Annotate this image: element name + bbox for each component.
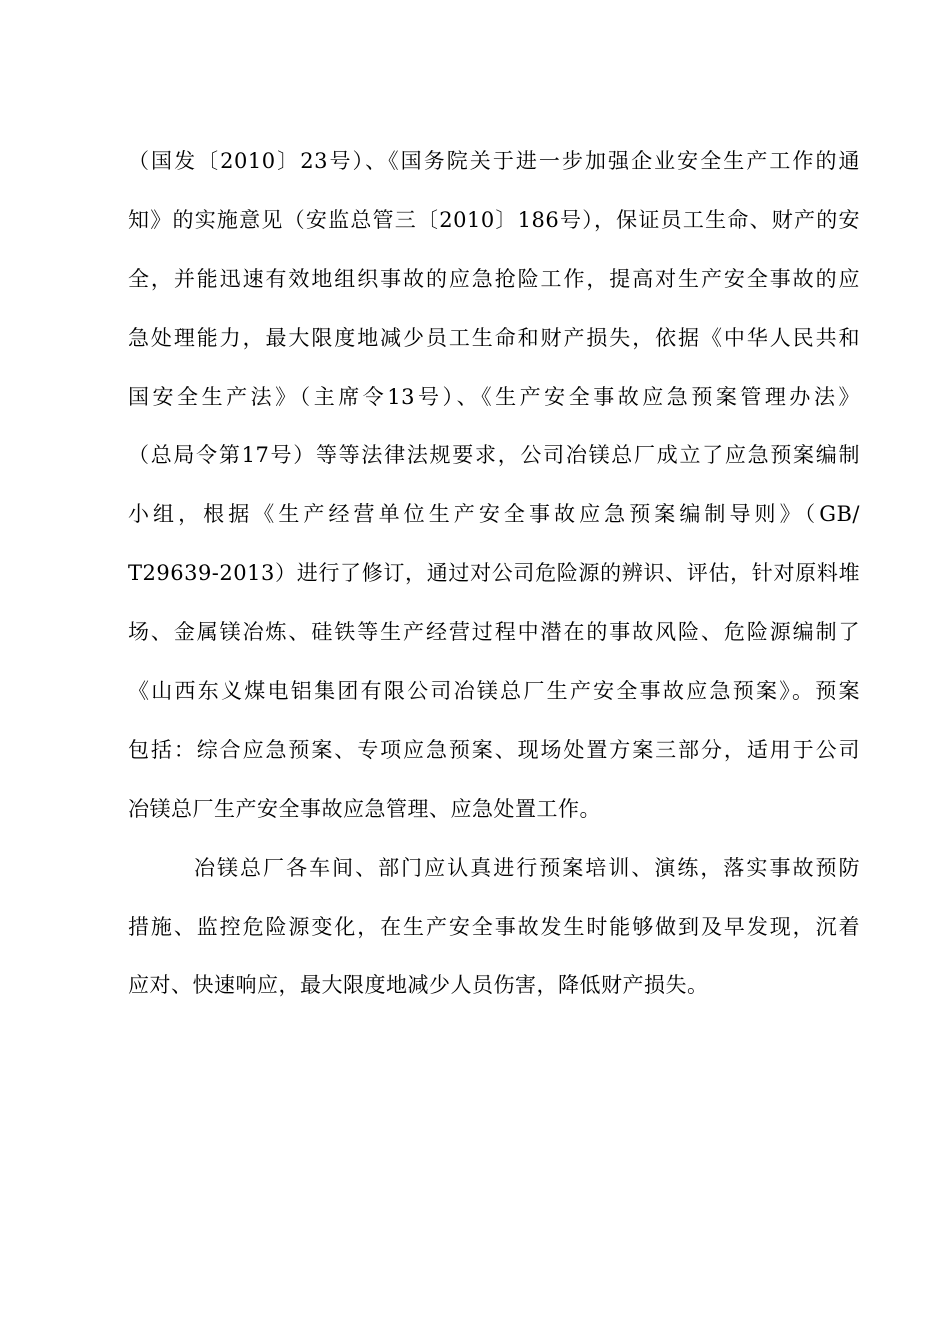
text-line: 知》的实施意见（安监总管三〔2010〕186号），保证员工生命、财产的安 bbox=[128, 207, 860, 232]
text-line: 全，并能迅速有效地组织事故的应急抢险工作，提高对生产安全事故的应 bbox=[128, 266, 860, 291]
text-line: T29639-2013）进行了修订，通过对公司危险源的辨识、评估，针对原料堆 bbox=[128, 561, 860, 586]
text-line: 场、金属镁冶炼、硅铁等生产经营过程中潜在的事故风险、危险源编制了 bbox=[128, 620, 860, 645]
paragraph-1 bbox=[128, 132, 860, 839]
text-line: 包括：综合应急预案、专项应急预案、现场处置方案三部分，适用于公司 bbox=[128, 737, 860, 762]
text-line: （国发〔2010〕23号）、《国务院关于进一步加强企业安全生产工作的通 bbox=[128, 149, 860, 173]
document-body bbox=[128, 132, 860, 1015]
text-line: 应对、快速响应，最大限度地减少人员伤害，降低财产损失。 bbox=[128, 973, 709, 998]
paragraph-2 bbox=[128, 839, 860, 1016]
text-line: 国安全生产法》（主席令13号）、《生产安全事故应急预案管理办法》 bbox=[128, 384, 860, 409]
text-line: 冶镁总厂各车间、部门应认真进行预案培训、演练，落实事故预防 bbox=[194, 855, 860, 880]
text-line: 冶镁总厂生产安全事故应急管理、应急处置工作。 bbox=[128, 796, 601, 821]
text-line: （总局令第17号）等等法律法规要求，公司冶镁总厂成立了应急预案编制 bbox=[128, 443, 860, 468]
text-line: 措施、监控危险源变化，在生产安全事故发生时能够做到及早发现，沉着 bbox=[128, 914, 860, 939]
text-line: 《山西东义煤电铝集团有限公司冶镁总厂生产安全事故应急预案》。预案 bbox=[128, 679, 860, 704]
text-line: 小组，根据《生产经营单位生产安全事故应急预案编制导则》（GB/ bbox=[128, 502, 860, 527]
text-line: 急处理能力，最大限度地减少员工生命和财产损失，依据《中华人民共和 bbox=[128, 325, 860, 350]
